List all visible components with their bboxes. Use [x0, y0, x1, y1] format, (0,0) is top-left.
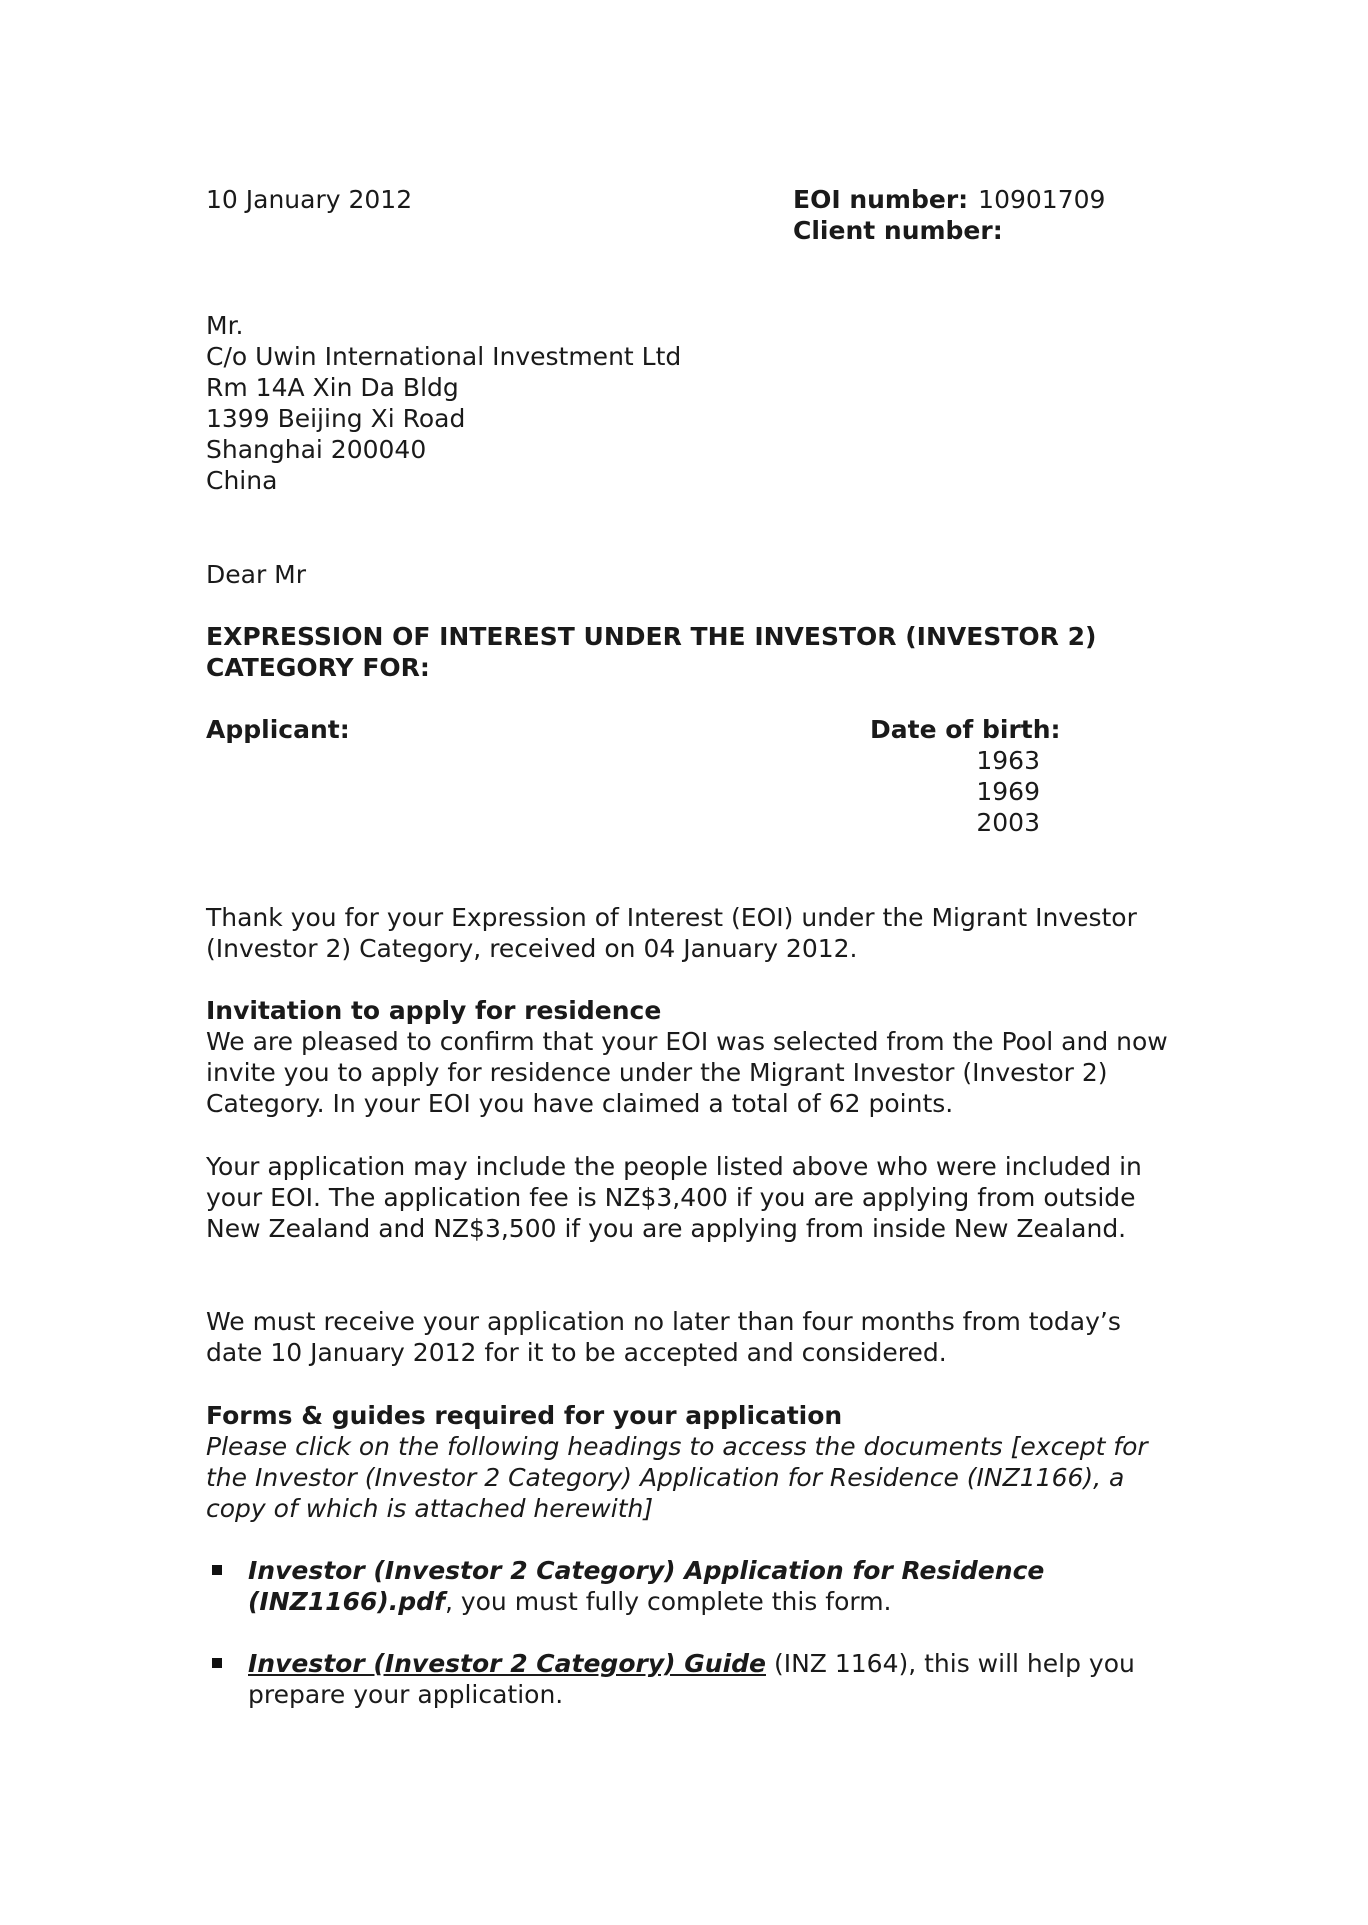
invitation-heading: Invitation to apply for residence	[206, 996, 662, 1025]
forms-note: Please click on the following headings to access the documents [except for the Investor (Investor 2 Category) Application for Residence (INZ1166), a copy of which is attached herewith]	[206, 1432, 1148, 1523]
client-number-row	[793, 215, 1105, 246]
document-list-item	[206, 1648, 1181, 1710]
date-of-birth-value: 1963	[976, 746, 1040, 775]
eoi-number-row	[793, 184, 1105, 215]
subject-line-1: EXPRESSION OF INTEREST UNDER THE INVESTOR (INVESTOR 2)	[206, 622, 1097, 651]
application-form-link[interactable]: Investor (Investor 2 Category) Application for Residence (INZ1166).pdf	[248, 1556, 1045, 1616]
deadline-paragraph: We must receive your application no later than four months from today’s date 10 January 2012 for it to be accepted and considered.	[206, 1307, 1121, 1367]
document-description: , you must fully complete this form.	[444, 1587, 892, 1616]
address-line: Shanghai 200040	[206, 435, 427, 464]
date-of-birth-list	[960, 745, 1040, 838]
recipient-address	[206, 310, 681, 496]
address-line: 1399 Beijing Xi Road	[206, 404, 466, 433]
salutation: Dear Mr	[206, 560, 307, 589]
subject-heading	[206, 621, 1206, 683]
date-of-birth-value: 1969	[976, 777, 1040, 806]
date-of-birth-label: Date of birth:	[870, 715, 1061, 744]
bullet-icon	[212, 1658, 222, 1668]
document-description: (INZ 1164), this will help you prepare your application.	[248, 1649, 1135, 1709]
applicant-label: Applicant:	[206, 715, 350, 744]
letter-date: 10 January 2012	[206, 185, 413, 214]
eoi-number-label: EOI number:	[793, 185, 969, 214]
reference-block	[793, 184, 1105, 246]
document-item-text	[248, 1648, 1181, 1710]
document-list-item	[206, 1555, 1181, 1617]
bullet-icon	[212, 1565, 222, 1575]
date-of-birth-value: 2003	[976, 808, 1040, 837]
subject-line-2: CATEGORY FOR:	[206, 653, 430, 682]
eoi-number-value: 10901709	[978, 185, 1106, 214]
client-number-label: Client number:	[793, 216, 1003, 245]
address-line: C/o Uwin International Investment Ltd	[206, 342, 682, 371]
invitation-paragraph: We are pleased to confirm that your EOI was selected from the Pool and now invite you to apply for residence under the Migrant Investor (Investor 2) Category. In your EOI you have claimed a total of 62 points.	[206, 1027, 1168, 1118]
address-line: China	[206, 466, 278, 495]
guide-link[interactable]: Investor (Investor 2 Category) Guide	[248, 1649, 766, 1678]
intro-paragraph: Thank you for your Expression of Interest (EOI) under the Migrant Investor (Investor 2) Category, received on 04 January 2012.	[206, 903, 1137, 963]
address-line: Rm 14A Xin Da Bldg	[206, 373, 459, 402]
document-item-text	[248, 1555, 1181, 1617]
address-line: Mr.	[206, 311, 244, 340]
forms-heading: Forms & guides required for your application	[206, 1401, 843, 1430]
application-fee-paragraph: Your application may include the people listed above who were included in your EOI. The application fee is NZ$3,400 if you are applying from outside New Zealand and NZ$3,500 if you are applying from inside New Zealand.	[206, 1152, 1142, 1243]
